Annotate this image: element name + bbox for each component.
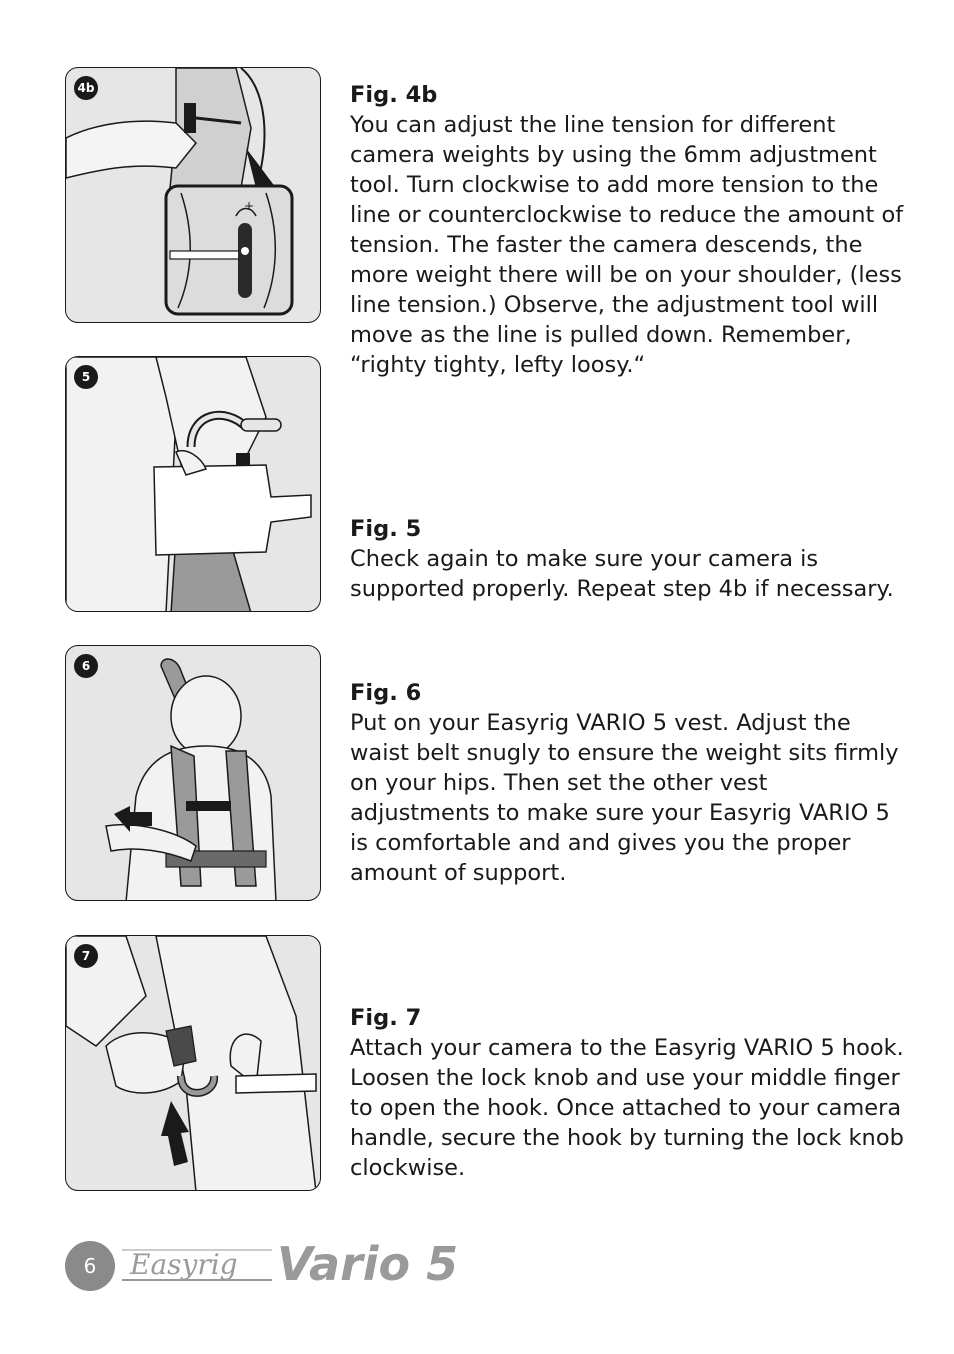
figure-description: Attach your camera to the Easyrig VARIO 5 hook. Loosen the lock knob and use your middle finger to open the hook. Once attached to your camera handle, secure the hook by turning the lock knob clockwise. (350, 1035, 904, 1181)
figure-badge: 7 (74, 944, 98, 968)
figure-title: Fig. 7 (350, 1005, 422, 1031)
figure-5-illustration (65, 356, 321, 612)
figure-badge: 5 (74, 365, 98, 389)
figure-7-illustration (65, 935, 321, 1191)
figure-title: Fig. 6 (350, 680, 422, 706)
logo-script-text: Easyrig (130, 1248, 238, 1281)
figure-5-caption (350, 514, 910, 604)
easyrig-vario-5-logo (122, 1236, 472, 1296)
figure-title: Fig. 4b (350, 82, 438, 108)
figure-4b-caption (350, 80, 910, 380)
figure-6-illustration (65, 645, 321, 901)
page-number: 6 (65, 1241, 115, 1291)
figure-description: Put on your Easyrig VARIO 5 vest. Adjust the waist belt snugly to ensure the weight sits firmly on your hips. Then set the other vest adjustments to make sure your Easyrig VARIO 5 is comfortable and and gives you the proper amount of support. (350, 710, 899, 886)
adjustment-tool-drawing (66, 68, 321, 323)
hook-attachment-drawing (66, 936, 321, 1191)
logo-model-text: Vario 5 (277, 1237, 459, 1291)
vest-fitting-drawing (66, 646, 321, 901)
figure-4b-illustration (65, 67, 321, 323)
figure-title: Fig. 5 (350, 516, 422, 542)
figure-description: You can adjust the line tension for different camera weights by using the 6mm adjustment tool. Turn clockwise to add more tension to the line or counterclockwise to reduce the amount of tension. The faster the camera descends, the more weight there will be on your shoulder, (less line tension.) Observe, the adjustment tool will move as the line is pulled down. Remember, “righty tighty, lefty loosy.“ (350, 112, 904, 378)
figure-6-caption (350, 678, 910, 888)
figure-badge: 6 (74, 654, 98, 678)
figure-7-caption (350, 1003, 910, 1183)
figure-badge: 4b (74, 76, 98, 100)
camera-support-drawing (66, 357, 321, 612)
svg-text:+: + (244, 199, 255, 213)
figure-description: Check again to make sure your camera is supported properly. Repeat step 4b if necessary. (350, 546, 894, 602)
